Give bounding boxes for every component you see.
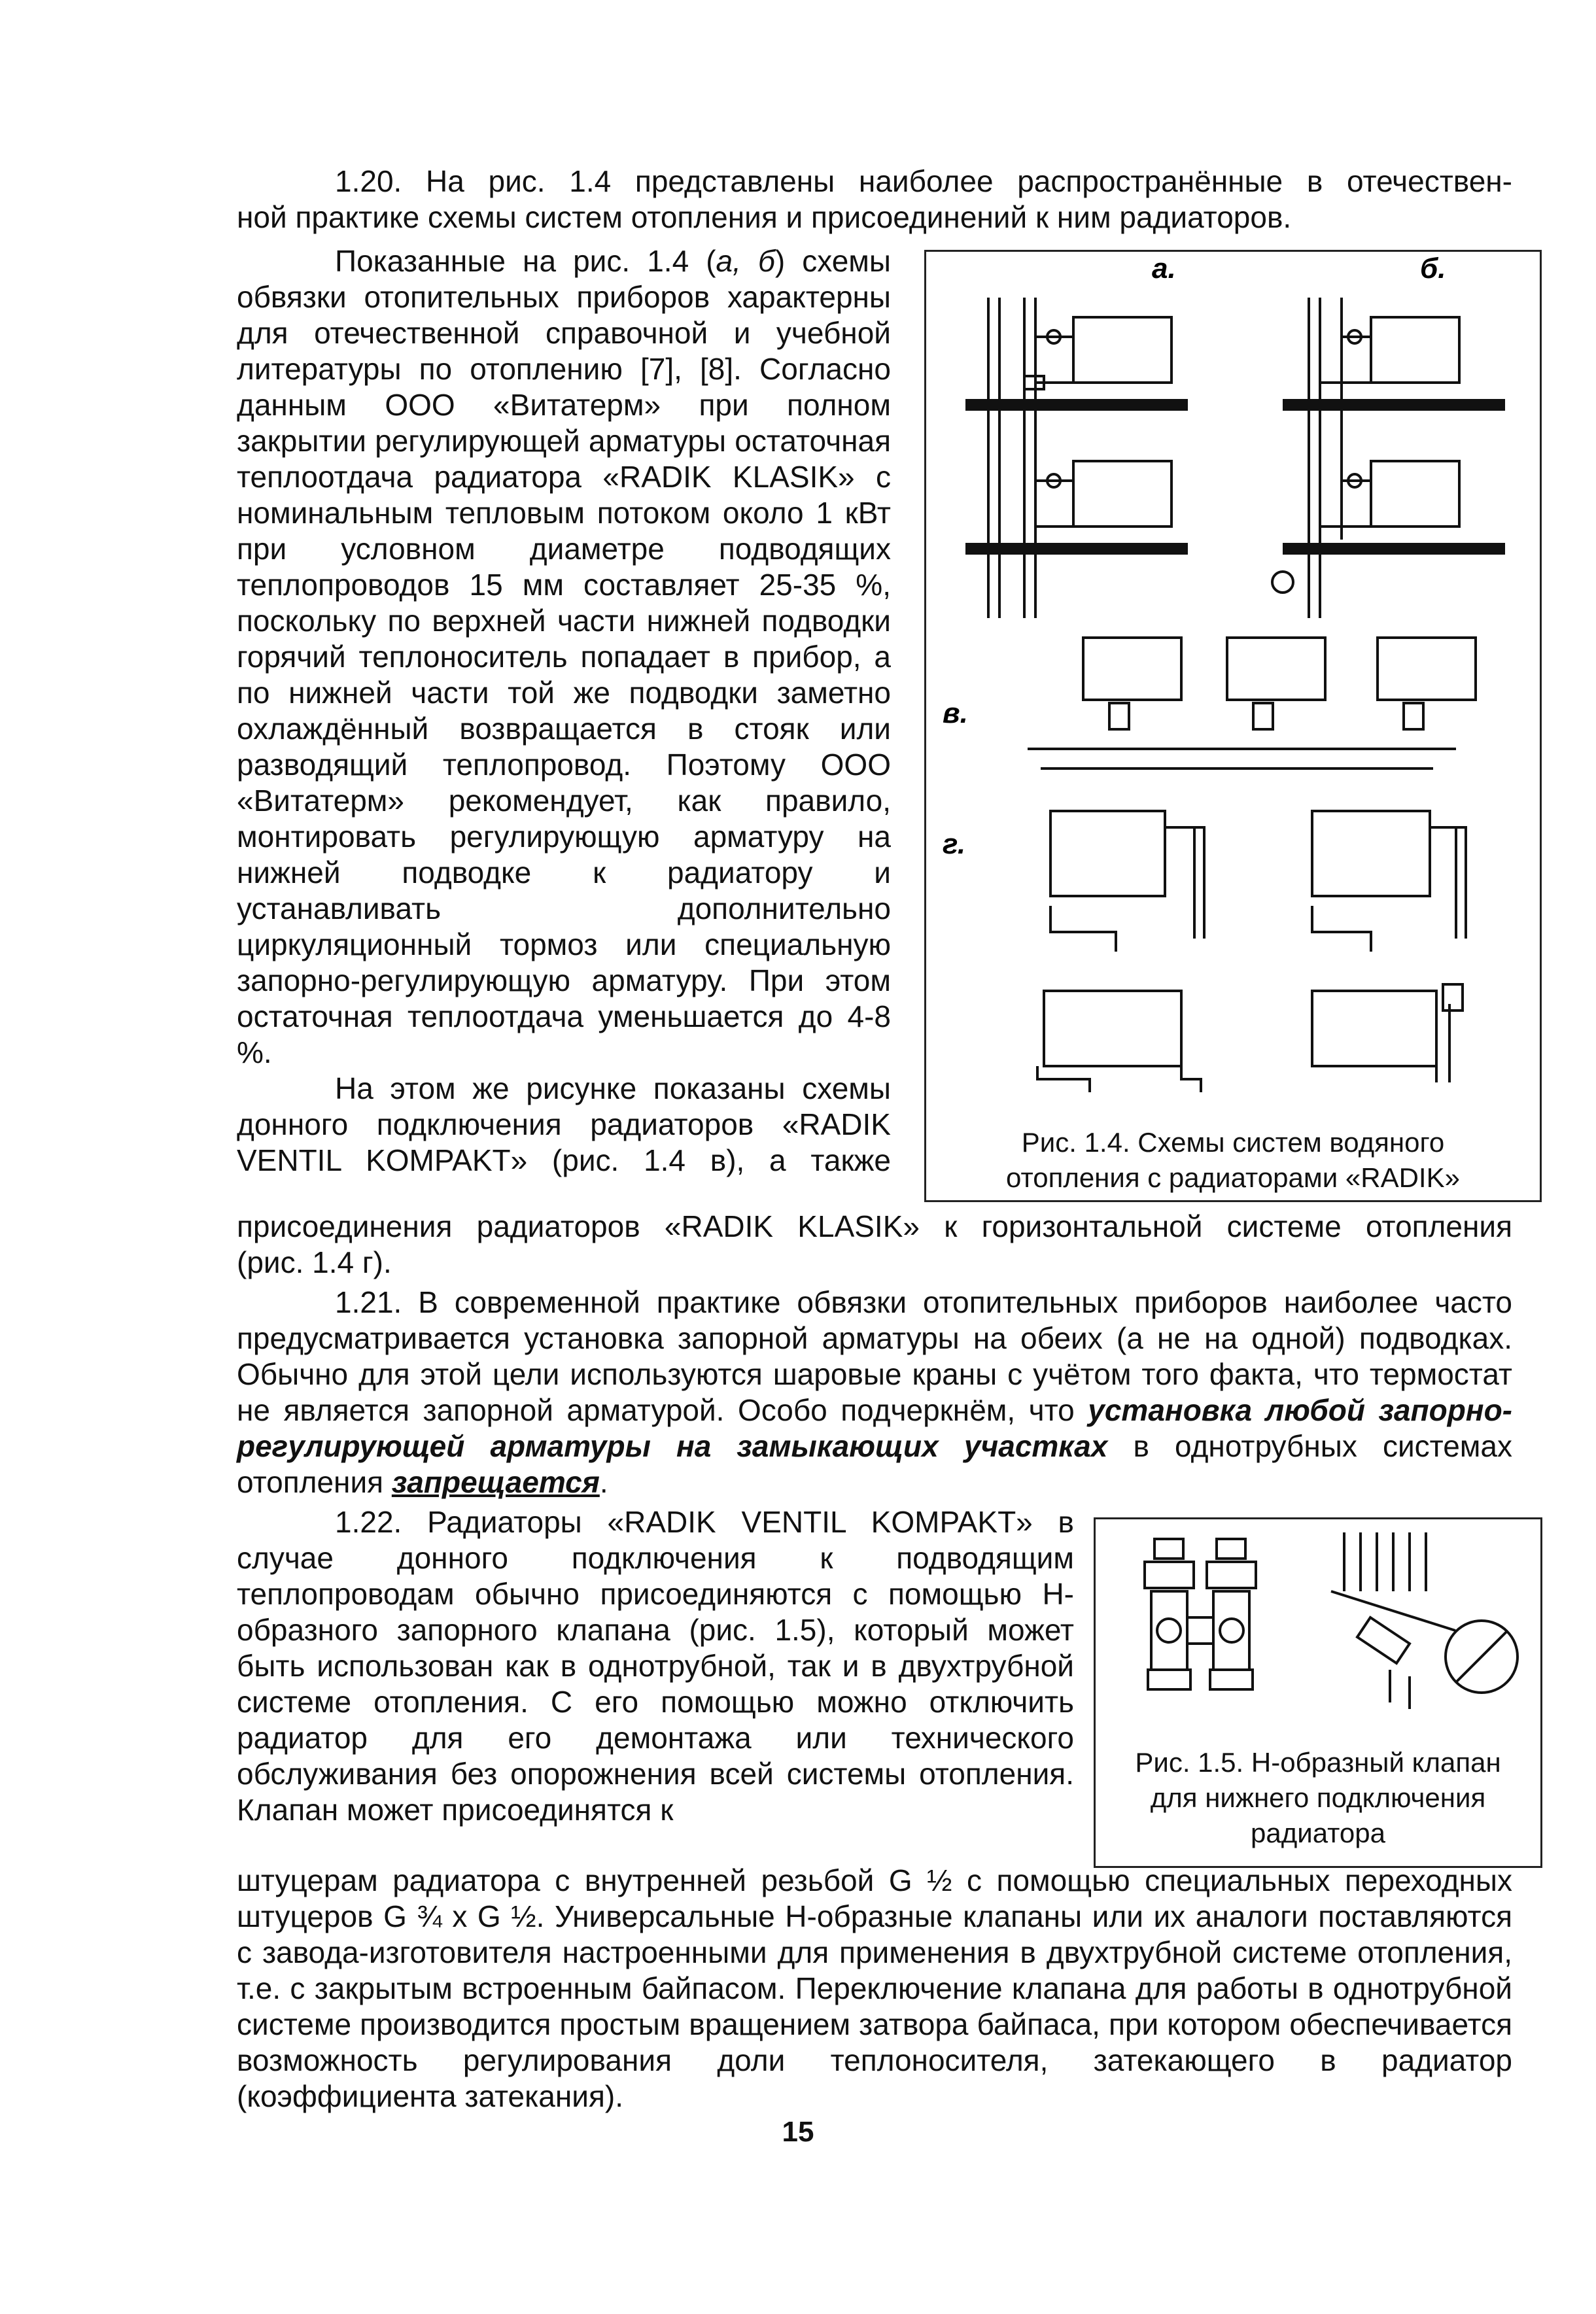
- p3-line3: VENTIL KOMPAKT» (рис. 1.4 в), а также: [237, 1143, 891, 1177]
- page-number: 15: [782, 2116, 814, 2148]
- p2-post: ) схемы обвязки отопительных приборов характерны для отечественной справочной и учебной литературы по отоплению [7], [8]. Согласно данным ООО «Витатерм» при полном закрытии регулирующей арматуры остаточная теплоотдача радиатора «RADIK KLASIK» с номинальным тепловым потоком около 1 кВт при условном диаметре подводящих теплопроводов 15 мм составляет 25-35 %, поскольку по верхней части нижней подводки горячий теплоноситель попадает в прибор, а по нижней части той же подводки заметно охлаждённый возвращается в стояк или разводящий теплопровод. Поэтому ООО «Витатерм» рекомендует, как правило, монтировать регулирующую арматуру на нижней подводке к радиатору и устанавливать дополнительно циркуляционный тормоз или специальную запорно-регулирующую арматуру. При этом остаточная теплоотдача уменьшается до 4-8 %.: [237, 244, 891, 1069]
- s121-end: .: [599, 1465, 608, 1499]
- s121-emph2: запрещается: [391, 1465, 600, 1499]
- section-1-20-continuation: [237, 1209, 1512, 1281]
- section-1-20-intro: [237, 164, 1512, 235]
- figure-1-5-caption: [1096, 1745, 1540, 1851]
- p3-line5: (рис. 1.4 г).: [237, 1245, 392, 1279]
- caption-1-5-line3: радиатора: [1251, 1818, 1385, 1848]
- label-v: в.: [943, 697, 968, 729]
- s121-emph: установка любой запорно-регулирующей арматуры на замыкающих участках: [237, 1393, 1513, 1463]
- figure-1-4-caption: [926, 1125, 1540, 1196]
- p3-line2: донного подключения радиаторов «RADIK: [237, 1107, 891, 1141]
- label-g: г.: [943, 828, 966, 860]
- section-1-21: [237, 1285, 1512, 1500]
- section-1-22-paragraph-b: штуцерам радиатора с внутренней резьбой G ½ с помощью специальных переходных штуцеров G ¾ x G ½. Универсальные Н-образные клапаны или их аналоги поставляются с завода-изготовителя настроенными для применения в двухтрубной системе отопления, т.е. с закрытым встроенным байпасом. Переключение клапана для работы в однотрубной системе производится простым вращением затвора байпаса, при котором обеспечивается возможность регулирования доли теплоносителя, затекающего в радиатор (коэффициента затекания).: [237, 1863, 1512, 2113]
- s121-mid: в однотрубных системах отопления: [237, 1429, 1512, 1499]
- caption-1-4-line2: отопления с радиаторами «RADIK»: [1006, 1162, 1460, 1193]
- label-b: б.: [1420, 252, 1446, 285]
- section-1-20-body: [237, 243, 891, 1179]
- s121-text: 1.21. В современной практике обвязки отопительных приборов наиболее часто предусматривается установка запорной арматуры на обеих (а не на одной) подводках. Обычно для этой цели используются шаровые краны с учётом того факта, что термостат не является запорной арматурой. Особо подчеркнём, что: [237, 1285, 1512, 1427]
- section-1-22: [237, 1504, 1074, 1828]
- section-1-22-paragraph-a: 1.22. Радиаторы «RADIK VENTIL KOMPAKT» в случае донного подключения к подводящим теплопроводам обычно присоединяются с помощью Н-образного запорного клапана (рис. 1.5), который может быть использован как в однотрубной, так и в двухтрубной системе отопления. С его помощью можно отключить радиатор для его демонтажа или технического обслуживания без опорожнения всей системы отопления. Клапан может присоединятся к: [237, 1505, 1074, 1827]
- section-1-21-paragraph: [237, 1285, 1512, 1500]
- section-1-20-line1: 1.20. На рис. 1.4 представлены наиболее распространённые в отечествен-: [335, 164, 1512, 198]
- p2-ab: а, б: [716, 244, 775, 278]
- section-1-22-continuation: [237, 1863, 1512, 2115]
- figure-1-5: [1094, 1517, 1542, 1868]
- caption-1-5-line2: для нижнего подключения: [1150, 1782, 1486, 1813]
- p2-pre: Показанные на рис. 1.4 (: [335, 244, 716, 278]
- figure-1-4-drawing: [926, 252, 1540, 1096]
- section-1-20-line2: ной практике схемы систем отопления и присоединений к ним радиаторов.: [237, 200, 1292, 234]
- section-1-20-paragraph-2: [237, 243, 891, 1071]
- caption-1-4-line1: Рис. 1.4. Схемы систем водяного: [1021, 1127, 1445, 1158]
- p3-line4: присоединения радиаторов «RADIK KLASIK» к горизонтальной системе отопления: [237, 1209, 1512, 1243]
- label-a: а.: [1152, 252, 1176, 285]
- caption-1-5-line1: Рис. 1.5. Н-образный клапан: [1135, 1747, 1501, 1778]
- p3-line1: На этом же рисунке показаны схемы: [335, 1071, 891, 1105]
- figure-1-5-drawing: [1096, 1519, 1540, 1716]
- figure-1-4: [924, 250, 1542, 1202]
